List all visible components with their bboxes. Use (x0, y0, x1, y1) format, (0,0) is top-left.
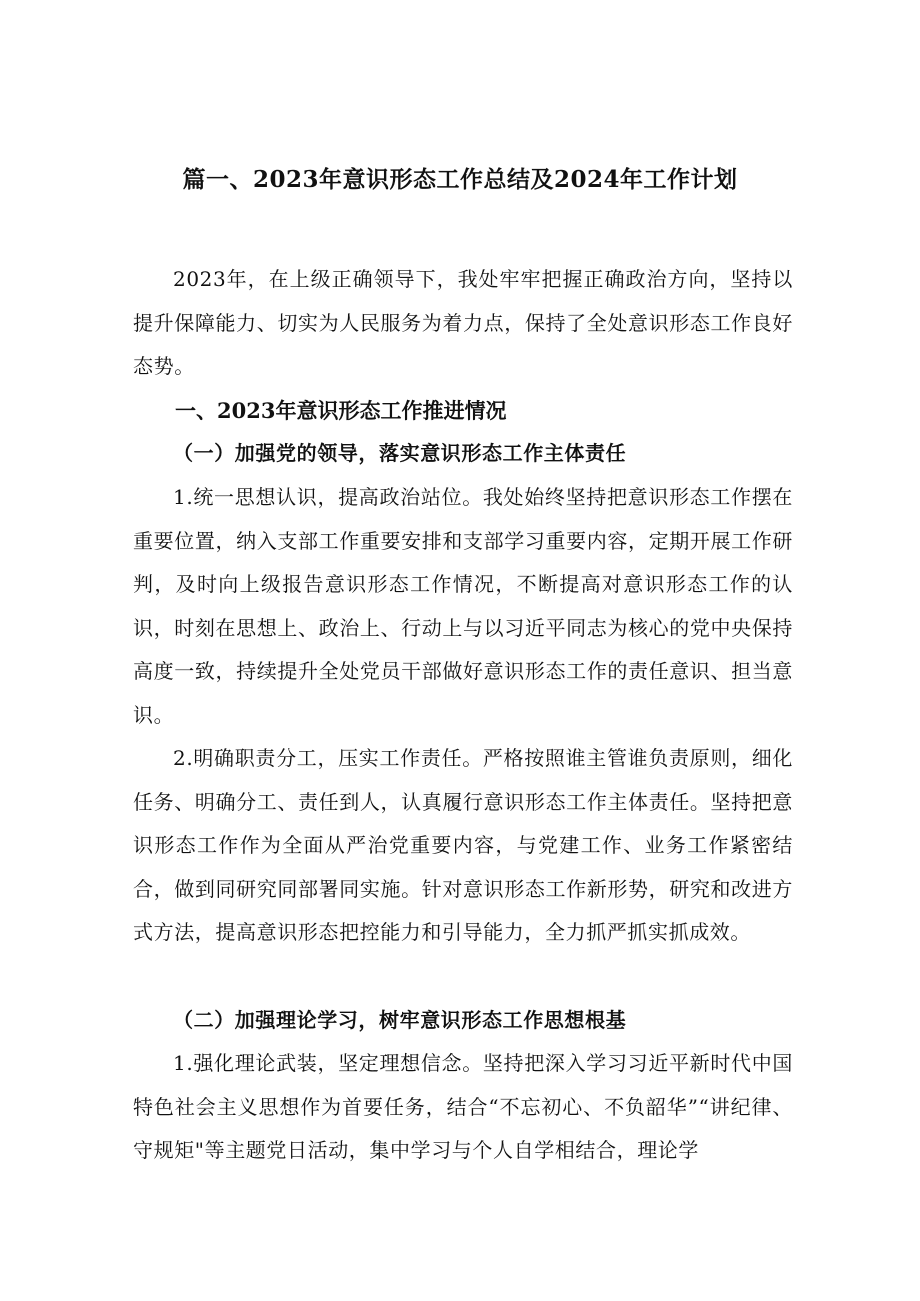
document-title: 篇一、2023年意识形态工作总结及2024年工作计划 (182, 166, 738, 193)
section-heading: 一、2023年意识形态工作推进情况 (175, 398, 507, 423)
paragraph-2-1: 1.强化理论武装，坚定理想信念。坚持把深入学习习近平新时代中国特色社会主义思想作为首要任务，结合“不忘初心、不负韶华”“讲纪律、守规矩"等主题党日活动，集中学习与个人自学相结合，理论学 (133, 1051, 793, 1163)
paragraph-1-2: 2.明确职责分工，压实工作责任。严格按照谁主管谁负责原则，细化任务、明确分工、责任到人，认真履行意识形态工作主体责任。坚持把意识形态工作作为全面从严治党重要内容，与党建工作、业务工作紧密结合，做到同研究同部署同实施。针对意识形态工作新形势，研究和改进方式方法，提高意识形态把控能力和引导能力，全力抓严抓实抓成效。 (133, 746, 793, 945)
subsection-heading-2: （二）加强理论学习，树牢意识形态工作思想根基 (173, 1008, 627, 1032)
subsection-heading-1: （一）加强党的领导，落实意识形态工作主体责任 (173, 441, 627, 465)
intro-paragraph: 2023年，在上级正确领导下，我处牢牢把握正确政治方向，坚持以提升保障能力、切实为人民服务为着力点，保持了全处意识形态工作良好态势。 (133, 267, 793, 379)
paragraph-1-1: 1.统一思想认识，提高政治站位。我处始终坚持把意识形态工作摆在重要位置，纳入支部工作重要安排和支部学习重要内容，定期开展工作研判，及时向上级报告意识形态工作情况，不断提高对意识形态工作的认识，时刻在思想上、政治上、行动上与以习近平同志为核心的党中央保持高度一致，持续提升全处党员干部做好意识形态工作的责任意识、担当意识。 (133, 485, 793, 727)
